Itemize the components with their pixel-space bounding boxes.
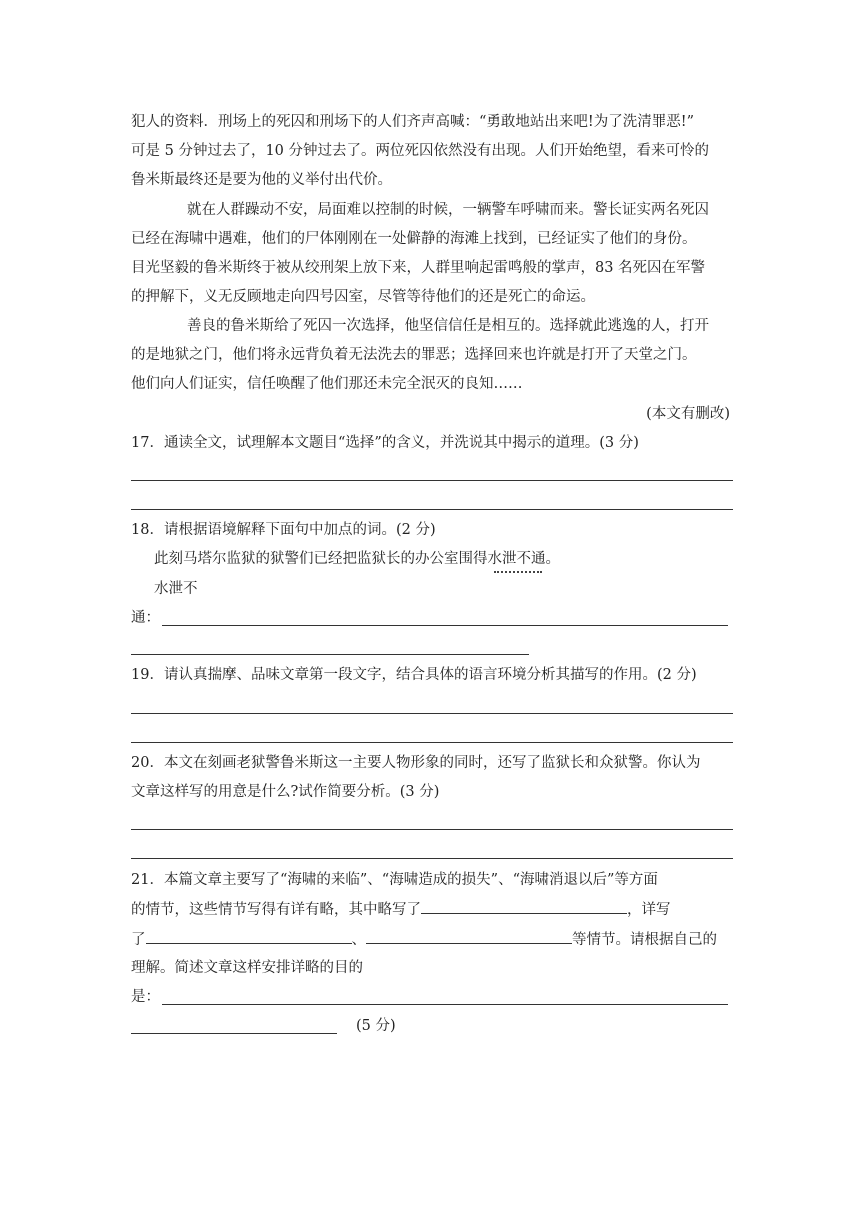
- answer-line[interactable]: [131, 480, 733, 481]
- fill-blank[interactable]: [366, 929, 572, 944]
- answer-line[interactable]: [131, 829, 733, 830]
- passage-line-3: 鲁米斯最终还是要为他的义举付出代价。: [131, 172, 392, 188]
- q21-text: 、: [351, 932, 366, 948]
- q21-text: 等情节。请根据自己的: [572, 932, 717, 948]
- source-credit: (本文有删改): [646, 406, 730, 422]
- passage-line-10: 他们向人们证实，信任唤醒了他们那还未完全泯灭的良知……: [131, 376, 523, 392]
- passage-line-1: 犯人的资料．刑场上的死囚和刑场下的人们齐声高喊：“勇敢地站出来吧!为了洗清罪恶!”: [131, 114, 694, 130]
- sentence-before: 此刻马塔尔监狱的狱警们已经把监狱长的办公室围得: [154, 551, 488, 567]
- passage-line-9: 的是地狱之门，他们将永远背负着无法洗去的罪恶；选择回来也许就是打开了天堂之门。: [131, 347, 697, 363]
- question-20-line-2: 文章这样写的用意是什么?试作简要分析。(3 分): [131, 784, 440, 800]
- passage-line-2: 可是 5 分钟过去了，10 分钟过去了。两位死囚依然没有出现。人们开始绝望，看来可怜的: [131, 143, 709, 159]
- term-label-cont: 通：: [131, 610, 160, 626]
- fill-blank[interactable]: [146, 929, 352, 944]
- fill-blank[interactable]: [421, 899, 627, 914]
- answer-line[interactable]: [131, 654, 529, 655]
- answer-line[interactable]: [131, 858, 733, 859]
- answer-line[interactable]: [131, 1033, 337, 1034]
- example-sentence: [154, 549, 560, 569]
- answer-line[interactable]: [131, 742, 733, 743]
- q21-text: ，详写: [627, 902, 671, 918]
- passage-line-7: 的押解下，义无反顾地走向四号囚室，尽管等待他们的还是死亡的命运。: [131, 289, 595, 305]
- question-17: 17．通读全文，试理解本文题目“选择”的含义，并洗说其中揭示的道理。(3 分): [131, 435, 639, 451]
- sentence-after: 。: [545, 551, 560, 567]
- passage-line-4: 就在人群躁动不安，局面难以控制的时候，一辆警车呼啸而来。警长证实两名死囚: [187, 202, 709, 218]
- q21-score: (5 分): [356, 1018, 396, 1034]
- passage-line-5: 已经在海啸中遇难，他们的尸体刚刚在一处僻静的海滩上找到，已经证实了他们的身份。: [131, 231, 697, 247]
- question-18: 18．请根据语境解释下面句中加点的词。(2 分): [131, 522, 436, 538]
- passage-line-8: 善良的鲁米斯给了死囚一次选择，他坚信信任是相互的。选择就此逃逸的人，打开: [187, 318, 709, 334]
- question-21-line-5: 是：: [131, 989, 160, 1005]
- passage-line-6: 目光坚毅的鲁米斯终于被从绞刑架上放下来，人群里响起雷鸣般的掌声，83 名死囚在军警: [131, 260, 706, 276]
- answer-line[interactable]: [131, 713, 733, 714]
- answer-line[interactable]: [131, 509, 733, 510]
- question-21-line-3: [131, 929, 717, 950]
- dotted-term: 水泄不通: [487, 551, 546, 567]
- q21-text: 的情节，这些情节写得有详有略，其中略写了: [131, 902, 421, 918]
- answer-line[interactable]: [162, 1004, 728, 1005]
- answer-line[interactable]: [162, 625, 728, 626]
- question-21-line-2: [131, 899, 671, 920]
- question-19: 19．请认真揣摩、品味文章第一段文字，结合具体的语言环境分析其描写的作用。(2 分): [131, 667, 697, 683]
- question-20-line-1: 20．本文在刻画老狱警鲁米斯这一主要人物形象的同时，还写了监狱长和众狱警。你认为: [131, 755, 701, 771]
- q21-text: 了: [131, 932, 146, 948]
- question-21-line-1: 21．本篇文章主要写了“海啸的来临”、“海啸造成的损失”、“海啸消退以后”等方面: [131, 872, 658, 888]
- term-label: 水泄不: [154, 581, 198, 597]
- question-21-line-4: 理解。简述文章这样安排详略的目的: [131, 960, 363, 976]
